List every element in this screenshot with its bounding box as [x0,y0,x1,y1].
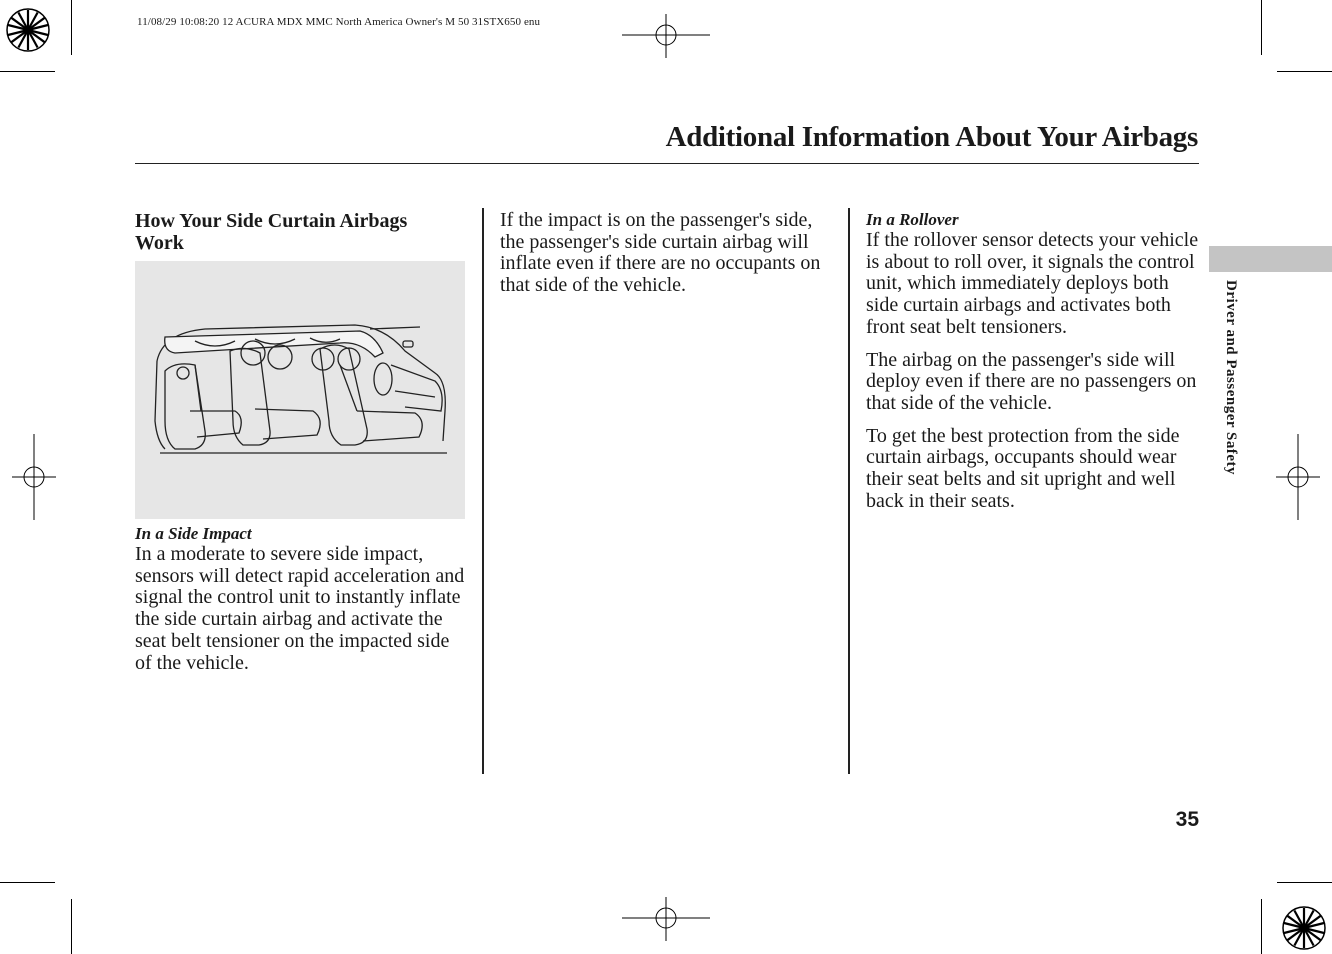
column-2 [500,210,835,297]
page-number: 35 [1175,808,1199,831]
registration-mark-left [12,434,56,520]
side-curtain-airbag-illustration [135,261,465,519]
registration-mark-bottom [622,897,710,941]
section-tab-label: Driver and Passenger Safety [1223,280,1239,476]
column-divider [482,208,484,774]
registration-mark-top [622,14,710,58]
page-title: Additional Information About Your Airbags [665,121,1198,153]
column-1 [135,210,467,674]
starburst-target-top-left [4,6,52,54]
subheading-rollover: In a Rollover [866,210,959,229]
column-3 [866,210,1202,512]
registration-mark-right [1276,434,1320,520]
rollover-text: If the rollover sensor detects your vehicle is about to roll over, it signals the control unit, which immediately deploys both side curtain airbags and activates both front seat belt tensioners. [866,229,1199,338]
column-divider [848,208,850,774]
car-interior-drawing [135,261,465,519]
passenger-deploy-text: The airbag on the passenger's side will deploy even if there are no passengers on that side of the vehicle. [866,348,1197,414]
subheading-side-impact: In a Side Impact [135,524,252,543]
best-protection-text: To get the best protection from the side curtain airbags, occupants should wear their seat belts and sit upright and well back in their seats. [866,424,1180,512]
section-tab [1209,246,1332,272]
section-heading: How Your Side Curtain Airbags Work [135,210,408,254]
passenger-side-impact-text: If the impact is on the passenger's side, the passenger's side curtain airbag will inflate even if there are no occupants on that side of the vehicle. [500,209,821,297]
title-rule [135,163,1199,164]
side-impact-text: In a moderate to severe side impact, sensors will detect rapid acceleration and signal the control unit to instantly inflate the side curtain airbag and activate the seat belt tensioner on the impacted side of the vehicle. [135,543,465,674]
print-info: 11/08/29 10:08:20 12 ACURA MDX MMC North America Owner's M 50 31STX650 enu [137,16,541,28]
starburst-target-bottom-right [1280,904,1328,952]
